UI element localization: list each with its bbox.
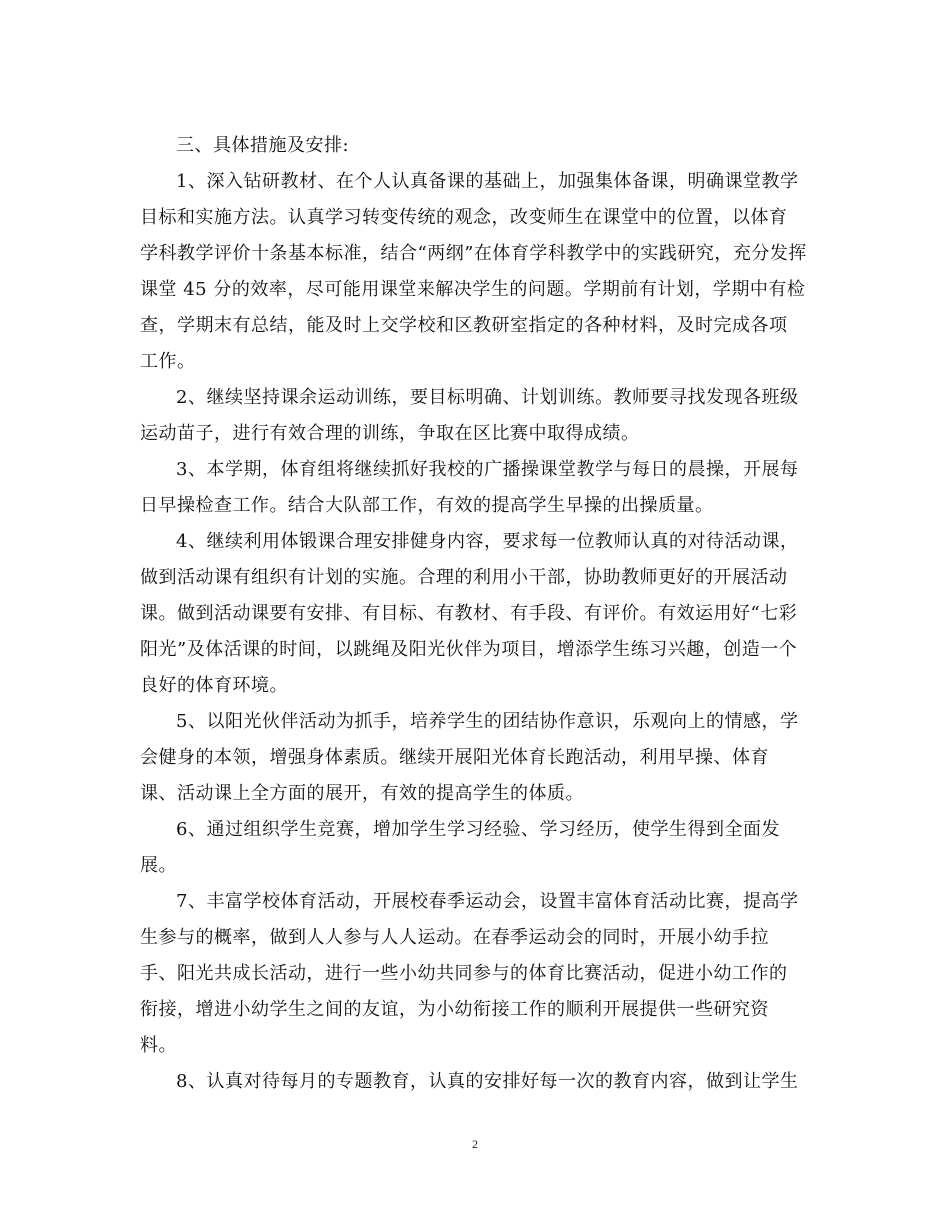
paragraph-line: 6、通过组织学生竞赛，增加学生学习经验、学习经历，使学生得到全面发 [176, 819, 780, 840]
paragraph-4 [140, 524, 810, 704]
section-heading: 三、具体措施及安排: [176, 135, 350, 156]
paragraph-line: 7、丰富学校体育活动，开展校春季运动会，设置丰富体育活动比赛，提高学 [176, 891, 799, 912]
paragraph-line: 3、本学期，体育组将继续抓好我校的广播操课堂教学与每日的晨操，开展每 [176, 459, 799, 480]
page-number: 2 [472, 1137, 478, 1151]
paragraph-2 [140, 380, 810, 452]
paragraph-5 [140, 704, 810, 812]
paragraph-line: 5、以阳光伙伴活动为抓手，培养学生的团结协作意识，乐观向上的情感，学 [176, 711, 799, 732]
paragraph-line: 工作。 [140, 351, 196, 372]
paragraph-line: 阳光”及体活课的时间，以跳绳及阳光伙伴为项目，增添学生练习兴趣，创造一个 [140, 639, 798, 660]
paragraph-1 [140, 164, 810, 380]
paragraph-line: 日早操检查工作。结合大队部工作，有效的提高学生早操的出操质量。 [140, 495, 714, 516]
paragraph-line: 运动苗子，进行有效合理的训练，争取在区比赛中取得成绩。 [140, 423, 640, 444]
paragraph-line: 目标和实施方法。认真学习转变传统的观念，改变师生在课堂中的位置，以体育 [140, 207, 788, 228]
paragraph-line: 料。 [140, 1035, 177, 1056]
document-body [140, 128, 810, 1100]
paragraph-line: 课。做到活动课要有安排、有目标、有教材、有手段、有评价。有效运用好“七彩 [140, 603, 798, 624]
paragraph-7 [140, 884, 810, 1064]
paragraph-line: 课、活动课上全方面的展开，有效的提高学生的体质。 [140, 783, 584, 804]
paragraph-line: 8、认真对待每月的专题教育，认真的安排好每一次的教育内容，做到让学生 [176, 1071, 799, 1092]
paragraph-line: 课堂 45 分的效率，尽可能用课堂来解决学生的问题。学期前有计划，学期中有检 [140, 279, 806, 300]
paragraph-line: 1、深入钻研教材、在个人认真备课的基础上，加强集体备课，明确课堂教学 [176, 171, 799, 192]
paragraph-line: 2、继续坚持课余运动训练，要目标明确、计划训练。教师要寻找发现各班级 [176, 387, 799, 408]
paragraph-line: 会健身的本领，增强身体素质。继续开展阳光体育长跑活动，利用早操、体育 [140, 747, 769, 768]
paragraph-8 [140, 1064, 810, 1100]
paragraph-line: 4、继续利用体锻课合理安排健身内容，要求每一位教师认真的对待活动课， [176, 531, 799, 552]
paragraph-line: 查，学期末有总结，能及时上交学校和区教研室指定的各种材料，及时完成各项 [140, 315, 788, 336]
paragraph-line: 良好的体育环境。 [140, 675, 288, 696]
paragraph-6 [140, 812, 810, 884]
paragraph-line: 展。 [140, 855, 177, 876]
paragraph-line: 做到活动课有组织有计划的实施。合理的利用小干部，协助教师更好的开展活动 [140, 567, 788, 588]
paragraph-line: 学科教学评价十条基本标准，结合“两纲”在体育学科教学中的实践研究，充分发挥 [140, 243, 807, 264]
paragraph-line: 手、阳光共成长活动，进行一些小幼共同参与的体育比赛活动，促进小幼工作的 [140, 963, 788, 984]
paragraph-line: 生参与的概率，做到人人参与人人运动。在春季运动会的同时，开展小幼手拉 [140, 927, 769, 948]
paragraph-3 [140, 452, 810, 524]
paragraph-line: 衔接，增进小幼学生之间的友谊，为小幼衔接工作的顺利开展提供一些研究资 [140, 999, 769, 1020]
